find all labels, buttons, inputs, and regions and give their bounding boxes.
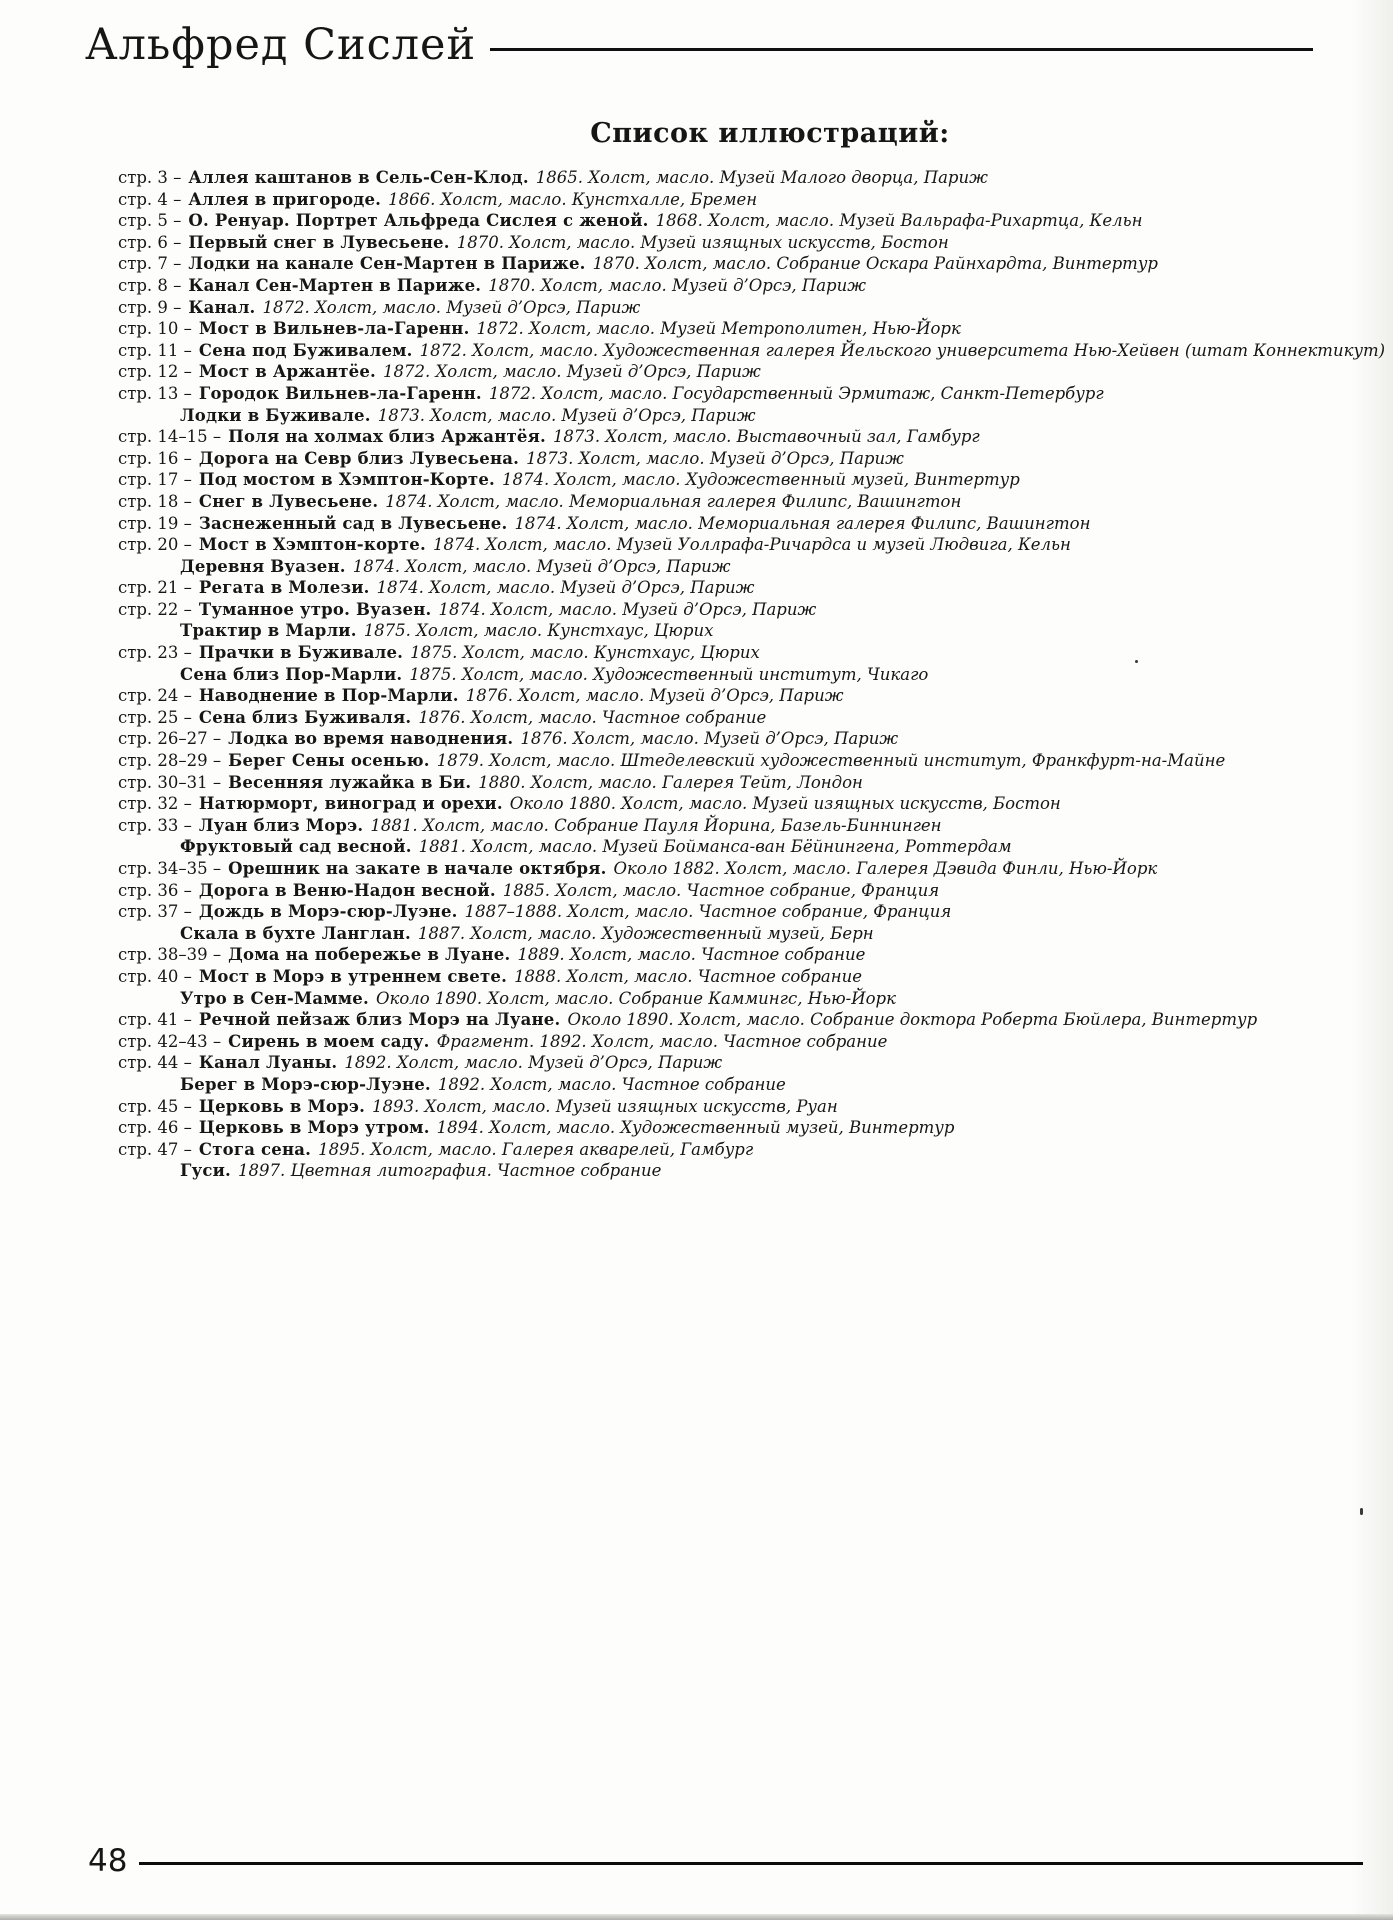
page-ref: стр. 13 – <box>118 383 192 403</box>
page-ref: стр. 28–29 – <box>118 751 222 771</box>
artwork-title: Сена близ Пор-Марли. <box>180 664 403 684</box>
list-item <box>118 1052 1358 1074</box>
artwork-details: 1875. Холст, масло. Художественный институт, Чикаго <box>409 664 929 684</box>
list-item <box>118 232 1358 254</box>
page-ref: стр. 33 – <box>118 815 192 835</box>
artwork-title: Первый снег в Лувесьене. <box>188 232 450 252</box>
artwork-title: Канал Луаны. <box>198 1053 338 1073</box>
artwork-details: 1885. Холст, масло. Частное собрание, Франция <box>502 880 940 900</box>
list-item <box>118 793 1358 815</box>
artwork-title: Мост в Хэмптон-корте. <box>198 535 426 555</box>
list-item <box>118 944 1358 966</box>
artwork-details: Около 1882. Холст, масло. Галерея Дэвида Финли, Нью-Йорк <box>613 859 1158 878</box>
artwork-details: 1881. Холст, масло. Музей Бойманса-ван Бёйнингена, Роттердам <box>418 837 1012 857</box>
page-ref: стр. 23 – <box>118 643 192 663</box>
artwork-details: Около 1890. Холст, масло. Собрание Каммингс, Нью-Йорк <box>375 988 896 1008</box>
artwork-title: Дорога в Веню-Надон весной. <box>198 880 496 900</box>
page-ref: стр. 30–31 – <box>118 772 222 792</box>
artwork-title: Снег в Лувесьене. <box>198 491 379 511</box>
artwork-title: Наводнение в Пор-Марли. <box>198 686 459 706</box>
page-ref: стр. 8 – <box>118 275 182 295</box>
artwork-title: Канал Сен-Мартен в Париже. <box>188 275 482 295</box>
artwork-details: 1876. Холст, масло. Частное собрание <box>418 707 767 727</box>
list-item <box>118 901 1358 923</box>
page-ref: стр. 45 – <box>118 1096 192 1116</box>
scan-edge <box>0 1914 1393 1920</box>
list-item <box>118 361 1358 383</box>
artwork-details: 1874. Холст, масло. Музей д’Орсэ, Париж <box>376 578 755 598</box>
list-item <box>118 577 1358 599</box>
artwork-title: Сена под Буживалем. <box>198 340 413 360</box>
artwork-title: Туманное утро. Вуазен. <box>198 599 432 619</box>
list-item <box>118 1139 1358 1161</box>
list-item <box>118 815 1358 837</box>
list-item <box>118 448 1358 470</box>
list-item <box>118 880 1358 902</box>
artwork-title: Берег в Морэ-сюр-Луэне. <box>180 1074 431 1094</box>
artwork-details: 1872. Холст, масло. Государственный Эрмитаж, Санкт-Петербург <box>488 383 1104 403</box>
illustration-list <box>118 167 1386 1182</box>
artwork-title: Мост в Вильнев-ла-Гаренн. <box>198 319 470 339</box>
page-ref: стр. 22 – <box>118 599 192 619</box>
page-ref: стр. 47 – <box>118 1139 192 1159</box>
list-item <box>118 275 1358 297</box>
artwork-title: Стога сена. <box>198 1139 312 1159</box>
page-ref: стр. 44 – <box>118 1053 192 1073</box>
page-ref: стр. 21 – <box>118 578 192 598</box>
artwork-details: 1866. Холст, масло. Кунстхалле, Бремен <box>388 189 758 209</box>
list-item <box>118 1096 1358 1118</box>
list-item <box>118 772 1358 794</box>
artwork-details: 1872. Холст, масло. Музей д’Орсэ, Париж <box>382 362 761 382</box>
page-header <box>85 22 1313 69</box>
page-ref: стр. 14–15 – <box>118 427 222 447</box>
artwork-details: Около 1880. Холст, масло. Музей изящных искусств, Бостон <box>509 794 1061 814</box>
artwork-title: Мост в Морэ в утреннем свете. <box>198 966 508 986</box>
artwork-details: 1881. Холст, масло. Собрание Пауля Йорина, Базель-Биннинген <box>370 815 942 835</box>
list-item <box>118 167 1358 189</box>
artwork-title: Заснеженный сад в Лувесьене. <box>198 513 508 533</box>
list-item <box>118 297 1358 319</box>
artwork-details: 1874. Холст, масло. Музей д’Орсэ, Париж <box>438 599 817 619</box>
page-ref: стр. 36 – <box>118 880 192 900</box>
artwork-details: 1876. Холст, масло. Музей д’Орсэ, Париж <box>520 729 899 749</box>
page-footer <box>88 1843 1363 1879</box>
artwork-title: Городок Вильнев-ла-Гаренн. <box>198 383 482 403</box>
artwork-details: 1870. Холст, масло. Музей изящных искусств, Бостон <box>456 232 949 252</box>
artwork-title: Трактир в Марли. <box>180 621 357 641</box>
artwork-details: 1887–1888. Холст, масло. Частное собрание, Франция <box>464 902 952 922</box>
artwork-details: 1876. Холст, масло. Музей д’Орсэ, Париж <box>465 686 844 706</box>
artwork-details: 1872. Холст, масло. Музей Метрополитен, Нью-Йорк <box>476 319 961 339</box>
artwork-details: 1870. Холст, масло. Музей д’Орсэ, Париж <box>488 275 867 295</box>
list-item <box>118 1074 1358 1096</box>
page-ref: стр. 32 – <box>118 794 192 814</box>
artwork-title: Лодки в Буживале. <box>180 405 371 425</box>
artwork-details: 1879. Холст, масло. Штеделевский художественный институт, Франкфурт-на-Майне <box>436 751 1226 771</box>
page-ref: стр. 10 – <box>118 319 192 339</box>
artwork-title: Аллея каштанов в Сель-Сен-Клод. <box>188 168 529 187</box>
artwork-title: Прачки в Буживале. <box>198 643 404 663</box>
page-ref: стр. 24 – <box>118 686 192 706</box>
artwork-details: 1872. Холст, масло. Художественная галерея Йельского университета Нью-Хейвен (штат Коннектикут) <box>419 340 1386 360</box>
page-ref: стр. 41 – <box>118 1010 192 1030</box>
page-ref: стр. 25 – <box>118 707 192 727</box>
list-item <box>118 513 1358 535</box>
artwork-title: Орешник на закате в начале октября. <box>228 859 607 878</box>
artwork-details: 1865. Холст, масло. Музей Малого дворца, Париж <box>535 168 988 187</box>
page-ref: стр. 34–35 – <box>118 859 222 878</box>
scan-speck <box>1360 1508 1363 1515</box>
artwork-details: 1868. Холст, масло. Музей Вальрафа-Рихартца, Кельн <box>655 211 1143 231</box>
artwork-title: Церковь в Морэ утром. <box>198 1118 430 1138</box>
page-ref: стр. 42–43 – <box>118 1031 222 1051</box>
page-ref: стр. 16 – <box>118 448 192 468</box>
list-item <box>118 1031 1358 1053</box>
artwork-title: Скала в бухте Ланглан. <box>180 923 411 943</box>
page-ref: стр. 3 – <box>118 168 182 187</box>
artwork-title: Гуси. <box>180 1161 231 1181</box>
artwork-title: Мост в Аржантёе. <box>198 362 376 382</box>
list-item <box>118 664 1358 686</box>
artwork-title: О. Ренуар. Портрет Альфреда Сислея с женой. <box>188 211 649 231</box>
section-title: Список иллюстраций: <box>590 118 950 149</box>
list-item <box>118 728 1358 750</box>
page-ref: стр. 20 – <box>118 535 192 555</box>
list-item <box>118 923 1358 945</box>
artwork-title: Весенняя лужайка в Би. <box>228 772 472 792</box>
artwork-title: Регата в Молези. <box>198 578 370 598</box>
page-ref: стр. 26–27 – <box>118 729 222 749</box>
artwork-details: 1889. Холст, масло. Частное собрание <box>517 945 866 965</box>
artwork-details: 1893. Холст, масло. Музей изящных искусств, Руан <box>372 1096 838 1116</box>
page-ref: стр. 5 – <box>118 211 182 231</box>
artwork-details: 1873. Холст, масло. Выставочный зал, Гамбург <box>552 427 980 447</box>
artwork-details: Фрагмент. 1892. Холст, масло. Частное собрание <box>436 1031 888 1051</box>
artwork-title: Дорога на Севр близ Лувесьена. <box>198 448 520 468</box>
list-item <box>118 405 1358 427</box>
artwork-title: Сирень в моем саду. <box>228 1031 430 1051</box>
artwork-details: 1870. Холст, масло. Собрание Оскара Райнхардта, Винтертур <box>592 254 1158 274</box>
page-ref: стр. 17 – <box>118 470 192 490</box>
artwork-details: 1873. Холст, масло. Музей д’Орсэ, Париж <box>526 448 904 468</box>
artwork-details: 1875. Холст, масло. Кунстхаус, Цюрих <box>363 621 714 641</box>
artwork-title: Речной пейзаж близ Морэ на Луане. <box>198 1010 561 1030</box>
list-item <box>118 556 1358 578</box>
artwork-title: Лодки на канале Сен-Мартен в Париже. <box>188 254 586 274</box>
artwork-title: Канал. <box>188 297 256 317</box>
list-item <box>118 858 1358 880</box>
page-ref: стр. 18 – <box>118 491 192 511</box>
artwork-details: 1897. Цветная литография. Частное собрание <box>237 1161 662 1181</box>
list-item <box>118 189 1358 211</box>
list-item <box>118 966 1358 988</box>
artwork-title: Аллея в пригороде. <box>188 189 382 209</box>
list-item <box>118 1160 1358 1182</box>
list-item <box>118 210 1358 232</box>
artwork-details: 1872. Холст, масло. Музей д’Орсэ, Париж <box>262 297 641 317</box>
artwork-details: 1874. Холст, масло. Художественный музей, Винтертур <box>501 470 1020 490</box>
artwork-details: Около 1890. Холст, масло. Собрание доктора Роберта Бюйлера, Винтертур <box>567 1010 1258 1030</box>
artwork-title: Утро в Сен-Мамме. <box>180 988 369 1008</box>
page-ref: стр. 9 – <box>118 297 182 317</box>
list-item <box>118 620 1358 642</box>
page-ref: стр. 6 – <box>118 232 182 252</box>
artwork-details: 1892. Холст, масло. Музей д’Орсэ, Париж <box>344 1053 723 1073</box>
artwork-details: 1895. Холст, масло. Галерея акварелей, Гамбург <box>318 1139 754 1159</box>
artwork-title: Поля на холмах близ Аржантёя. <box>228 427 546 447</box>
page-ref: стр. 12 – <box>118 362 192 382</box>
list-item <box>118 318 1358 340</box>
artwork-title: Луан близ Морэ. <box>198 815 364 835</box>
artwork-details: 1873. Холст, масло. Музей д’Орсэ, Париж <box>377 405 756 425</box>
artwork-details: 1874. Холст, масло. Мемориальная галерея Филипс, Вашингтон <box>385 491 962 511</box>
artwork-title: Натюрморт, виноград и орехи. <box>198 794 503 814</box>
artwork-details: 1888. Холст, масло. Частное собрание <box>514 966 862 986</box>
page-ref: стр. 19 – <box>118 513 192 533</box>
list-item <box>118 988 1358 1010</box>
page-ref: стр. 40 – <box>118 966 192 986</box>
list-item <box>118 685 1358 707</box>
artwork-title: Деревня Вуазен. <box>180 556 346 576</box>
page-ref: стр. 4 – <box>118 189 182 209</box>
page-ref: стр. 11 – <box>118 340 192 360</box>
list-item <box>118 599 1358 621</box>
list-item <box>118 426 1358 448</box>
list-item <box>118 253 1358 275</box>
artwork-title: Фруктовый сад весной. <box>180 837 412 857</box>
artwork-details: 1874. Холст, масло. Музей Уоллрафа-Ричардса и музей Людвига, Кельн <box>432 535 1071 555</box>
header-rule <box>490 48 1313 51</box>
artwork-title: Берег Сены осенью. <box>228 751 430 771</box>
artwork-details: 1887. Холст, масло. Художественный музей, Берн <box>417 923 874 943</box>
page-ref: стр. 37 – <box>118 902 192 922</box>
artwork-details: 1880. Холст, масло. Галерея Тейт, Лондон <box>478 772 863 792</box>
artwork-details: 1894. Холст, масло. Художественный музей, Винтертур <box>436 1118 955 1138</box>
artwork-details: 1875. Холст, масло. Кунстхаус, Цюрих <box>410 643 760 663</box>
list-item <box>118 534 1358 556</box>
artwork-title: Дождь в Морэ-сюр-Луэне. <box>198 902 458 922</box>
artwork-details: 1892. Холст, масло. Частное собрание <box>437 1074 786 1094</box>
list-item <box>118 491 1358 513</box>
artist-name-heading: Альфред Сислей <box>85 20 477 70</box>
artwork-title: Церковь в Морэ. <box>198 1096 366 1116</box>
list-item <box>118 383 1358 405</box>
list-item <box>118 469 1358 491</box>
list-item <box>118 750 1358 772</box>
artwork-title: Сена близ Буживаля. <box>198 707 412 727</box>
artwork-title: Лодка во время наводнения. <box>228 729 514 749</box>
list-item <box>118 1009 1358 1031</box>
page-number: 48 <box>88 1843 128 1879</box>
list-item <box>118 642 1358 664</box>
list-item <box>118 1117 1358 1139</box>
page-ref: стр. 38–39 – <box>118 945 222 965</box>
footer-rule <box>139 1862 1363 1865</box>
list-item <box>118 836 1358 858</box>
artwork-title: Дома на побережье в Луане. <box>228 945 511 965</box>
page-ref: стр. 7 – <box>118 254 182 274</box>
artwork-details: 1874. Холст, масло. Мемориальная галерея Филипс, Вашингтон <box>514 513 1091 533</box>
list-item <box>118 707 1358 729</box>
page-ref: стр. 46 – <box>118 1118 192 1138</box>
artwork-title: Под мостом в Хэмптон-Корте. <box>198 470 495 490</box>
artwork-details: 1874. Холст, масло. Музей д’Орсэ, Париж <box>352 556 731 576</box>
scan-speck <box>1135 660 1138 663</box>
list-item <box>118 340 1386 362</box>
